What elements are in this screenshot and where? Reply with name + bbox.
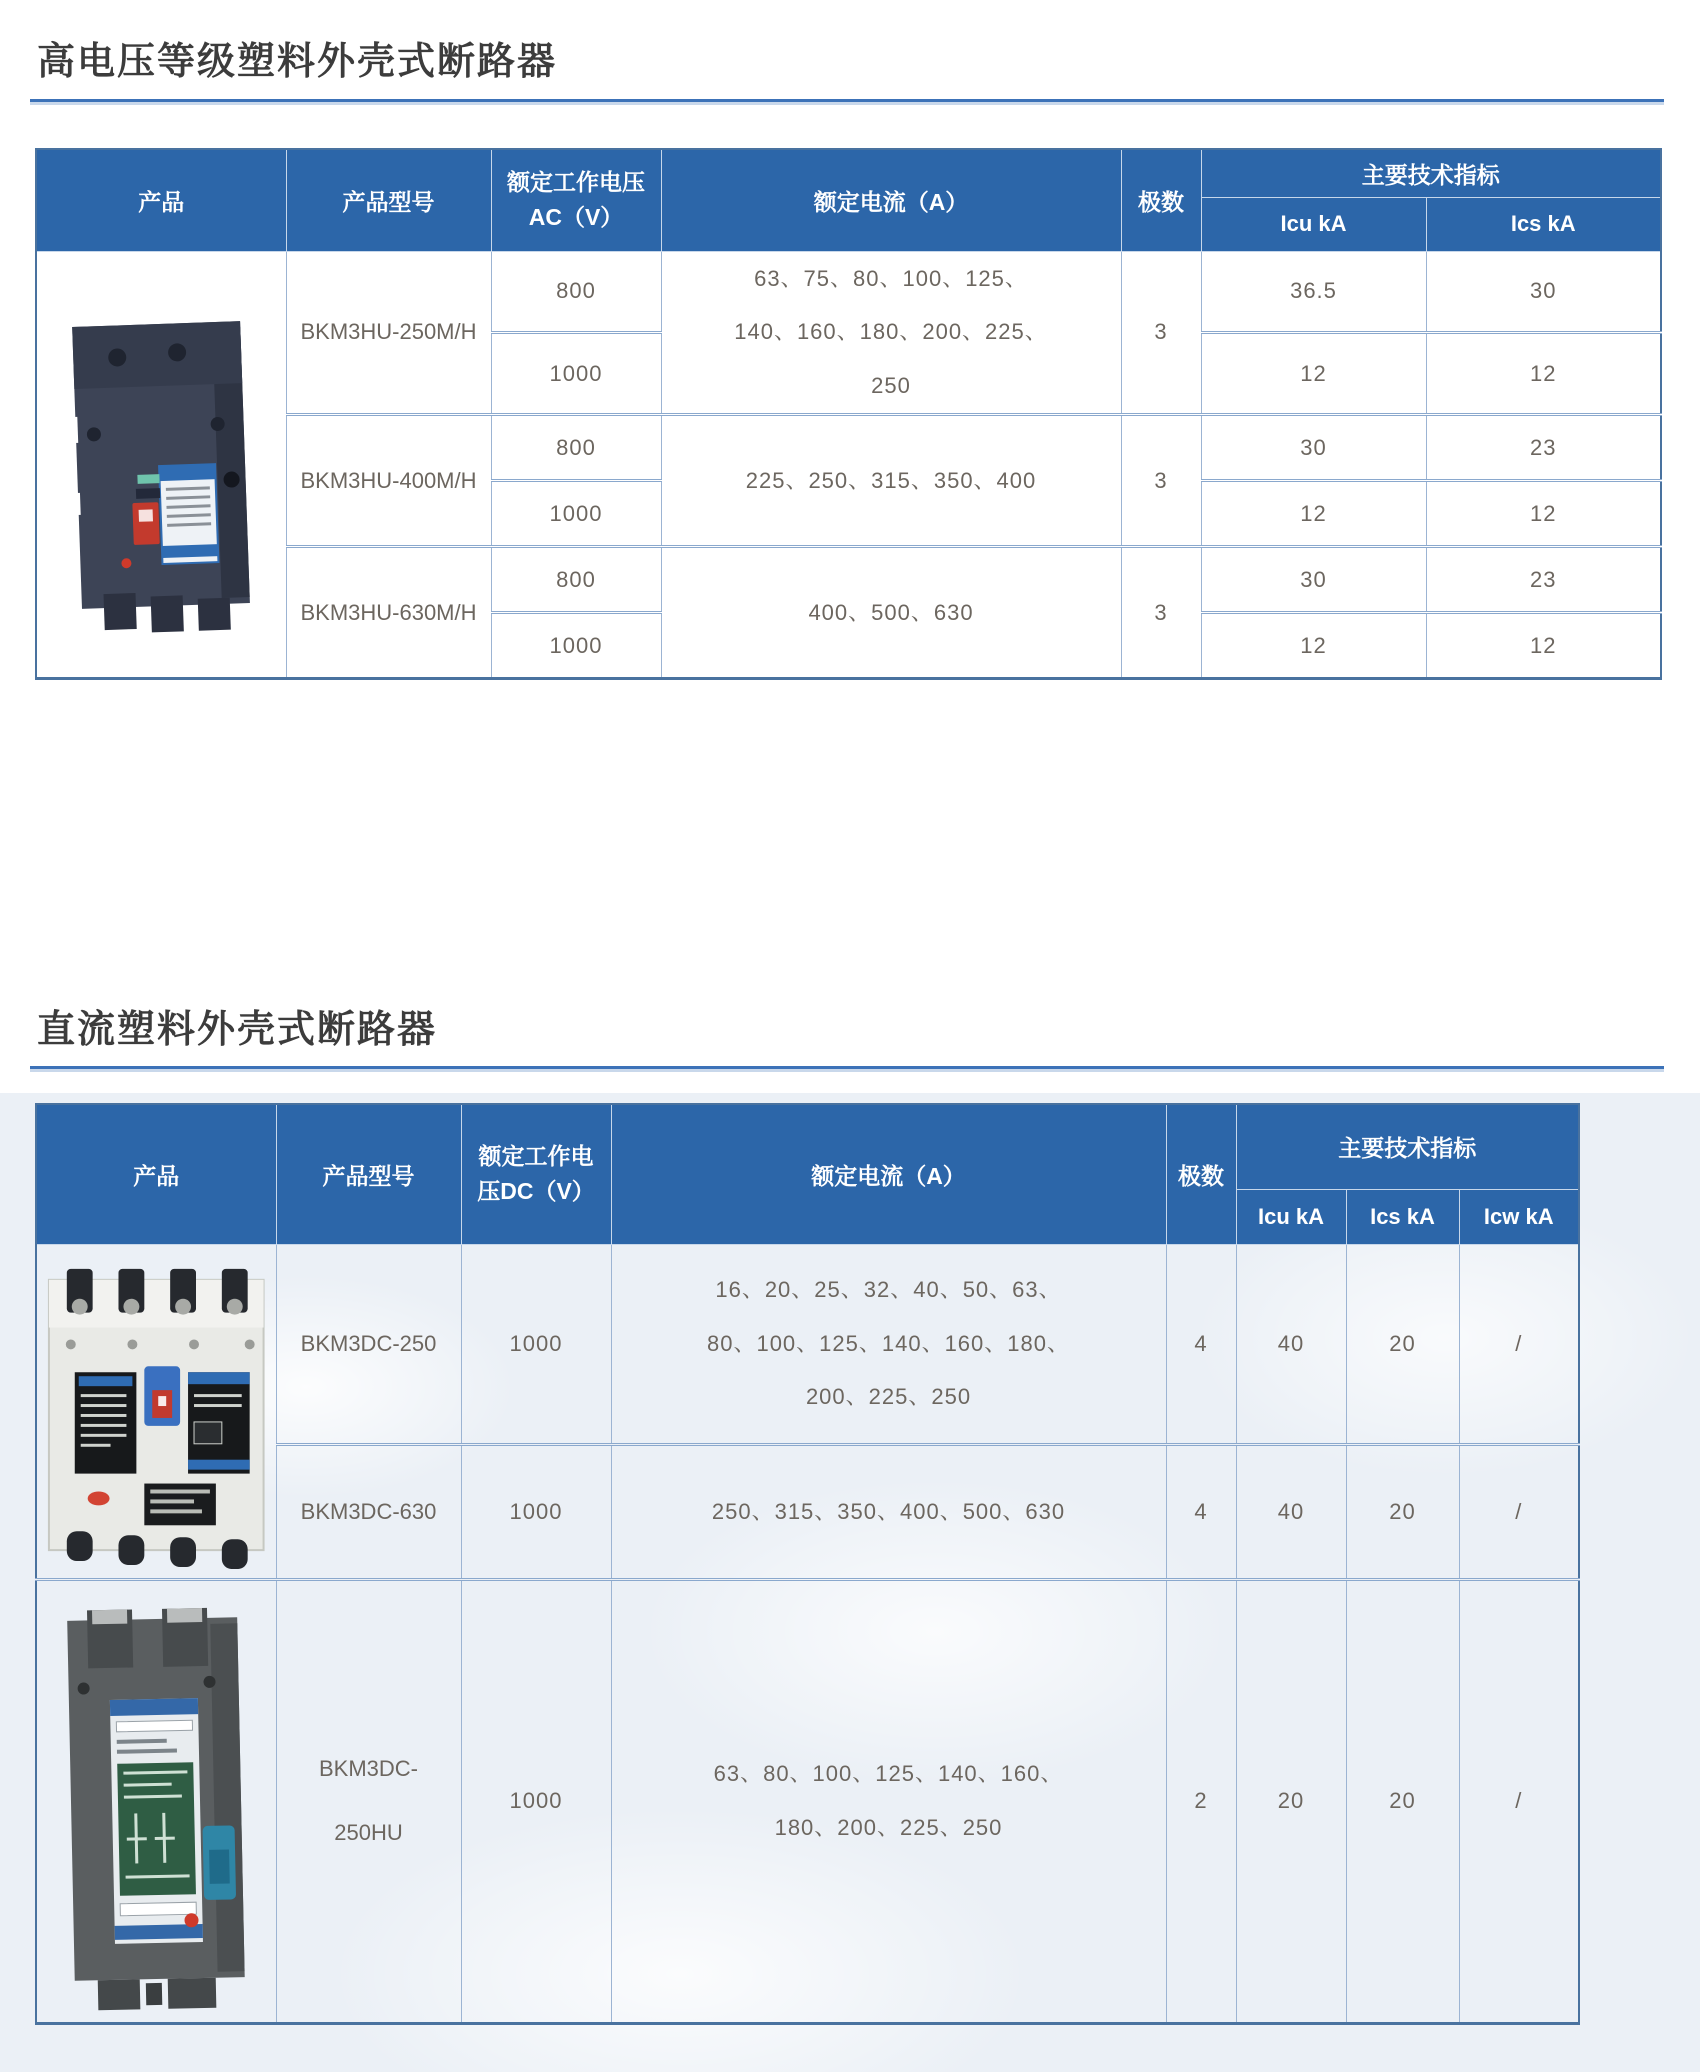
current-cell: 250、315、350、400、500、630 <box>611 1444 1166 1579</box>
icu-cell: 30 <box>1201 415 1426 481</box>
poles-cell: 3 <box>1121 547 1201 679</box>
icu-cell: 20 <box>1236 1579 1346 2023</box>
voltage-header-line1: 额定工作电压 <box>507 168 645 195</box>
model-cell: BKM3HU-250M/H <box>286 251 491 415</box>
col-header-current: 额定电流（A） <box>661 149 1121 251</box>
col-header-poles: 极数 <box>1121 149 1201 251</box>
voltage-header-line1: 额定工作电 <box>478 1142 594 1169</box>
current-cell: 225、250、315、350、400 <box>661 415 1121 547</box>
current-cell: 63、75、80、100、125、140、160、180、200、225、250 <box>661 251 1121 415</box>
breaker-illustration <box>37 1254 276 1569</box>
icu-cell: 36.5 <box>1201 251 1426 333</box>
icu-cell: 12 <box>1201 481 1426 547</box>
ics-cell: 23 <box>1426 547 1661 613</box>
col-header-tech: 主要技术指标 <box>1236 1104 1579 1189</box>
voltage-cell: 800 <box>491 251 661 333</box>
voltage-cell: 1000 <box>491 333 661 415</box>
header-row <box>36 149 1661 197</box>
voltage-cell: 1000 <box>461 1579 611 2023</box>
col-header-model: 产品型号 <box>286 149 491 251</box>
table-row <box>36 1244 1579 1444</box>
icu-cell: 40 <box>1236 1444 1346 1579</box>
header-row <box>36 1104 1579 1189</box>
col-header-ics: Ics kA <box>1346 1189 1459 1244</box>
icw-cell: / <box>1459 1579 1579 2023</box>
col-header-product: 产品 <box>36 149 286 251</box>
product-photo-cell <box>36 1244 276 1579</box>
col-header-current: 额定电流（A） <box>611 1104 1166 1244</box>
voltage-header-line2: 压DC（V） <box>477 1178 595 1205</box>
poles-cell: 2 <box>1166 1579 1236 2023</box>
model-cell: BKM3DC-250 <box>276 1244 461 1444</box>
section-title-hv: 高电压等级塑料外壳式断路器 <box>37 41 558 83</box>
icu-cell: 12 <box>1201 613 1426 679</box>
voltage-cell: 1000 <box>491 613 661 679</box>
model-label: BKM3DC-250HU <box>318 1756 418 1845</box>
col-header-tech: 主要技术指标 <box>1201 149 1661 197</box>
current-cell: 400、500、630 <box>661 547 1121 679</box>
hv-mccb-table <box>35 148 1662 680</box>
model-cell: BKM3DC-630 <box>276 1444 461 1579</box>
ics-cell: 30 <box>1426 251 1661 333</box>
col-header-model: 产品型号 <box>276 1104 461 1244</box>
current-cell: 16、20、25、32、40、50、63、80、100、125、140、160、180、200、225、250 <box>611 1244 1166 1444</box>
current-cell: 63、80、100、125、140、160、180、200、225、250 <box>611 1579 1166 2023</box>
voltage-cell: 800 <box>491 547 661 613</box>
dc-mccb-table <box>35 1103 1580 2025</box>
table-row <box>36 251 1661 333</box>
icu-cell: 40 <box>1236 1244 1346 1444</box>
col-header-product: 产品 <box>36 1104 276 1244</box>
section-title-dc: 直流塑料外壳式断路器 <box>37 1009 438 1051</box>
breaker-illustration <box>53 291 270 638</box>
breaker-illustration <box>42 1589 271 2014</box>
icw-cell: / <box>1459 1244 1579 1444</box>
dark-2pole-mccb-photo <box>33 1589 280 2014</box>
icw-cell: / <box>1459 1444 1579 1579</box>
ics-cell: 23 <box>1426 415 1661 481</box>
col-header-voltage <box>491 149 661 251</box>
voltage-cell: 1000 <box>461 1444 611 1579</box>
icu-cell: 30 <box>1201 547 1426 613</box>
title-underline <box>30 1066 1664 1069</box>
product-photo-cell <box>36 1579 276 2023</box>
voltage-cell: 1000 <box>461 1244 611 1444</box>
poles-cell: 4 <box>1166 1444 1236 1579</box>
ics-cell: 20 <box>1346 1444 1459 1579</box>
col-header-voltage <box>461 1104 611 1244</box>
model-cell <box>276 1579 461 2023</box>
white-4pole-mccb-photo <box>37 1254 276 1569</box>
poles-cell: 4 <box>1166 1244 1236 1444</box>
dark-3pole-mccb-photo <box>31 290 291 638</box>
col-header-icw: Icw kA <box>1459 1189 1579 1244</box>
poles-cell: 3 <box>1121 415 1201 547</box>
col-header-ics: Ics kA <box>1426 197 1661 251</box>
col-header-icu: Icu kA <box>1236 1189 1346 1244</box>
ics-cell: 20 <box>1346 1244 1459 1444</box>
ics-cell: 12 <box>1426 333 1661 415</box>
voltage-cell: 1000 <box>491 481 661 547</box>
ics-cell: 12 <box>1426 481 1661 547</box>
icu-cell: 12 <box>1201 333 1426 415</box>
poles-cell: 3 <box>1121 251 1201 415</box>
model-cell: BKM3HU-400M/H <box>286 415 491 547</box>
model-cell: BKM3HU-630M/H <box>286 547 491 679</box>
ics-cell: 12 <box>1426 613 1661 679</box>
voltage-cell: 800 <box>491 415 661 481</box>
col-header-poles: 极数 <box>1166 1104 1236 1244</box>
col-header-icu: Icu kA <box>1201 197 1426 251</box>
voltage-header-line2: AC（V） <box>528 204 624 231</box>
product-photo-cell <box>36 251 286 679</box>
table-row <box>36 1579 1579 2023</box>
ics-cell: 20 <box>1346 1579 1459 2023</box>
title-underline <box>30 99 1664 102</box>
